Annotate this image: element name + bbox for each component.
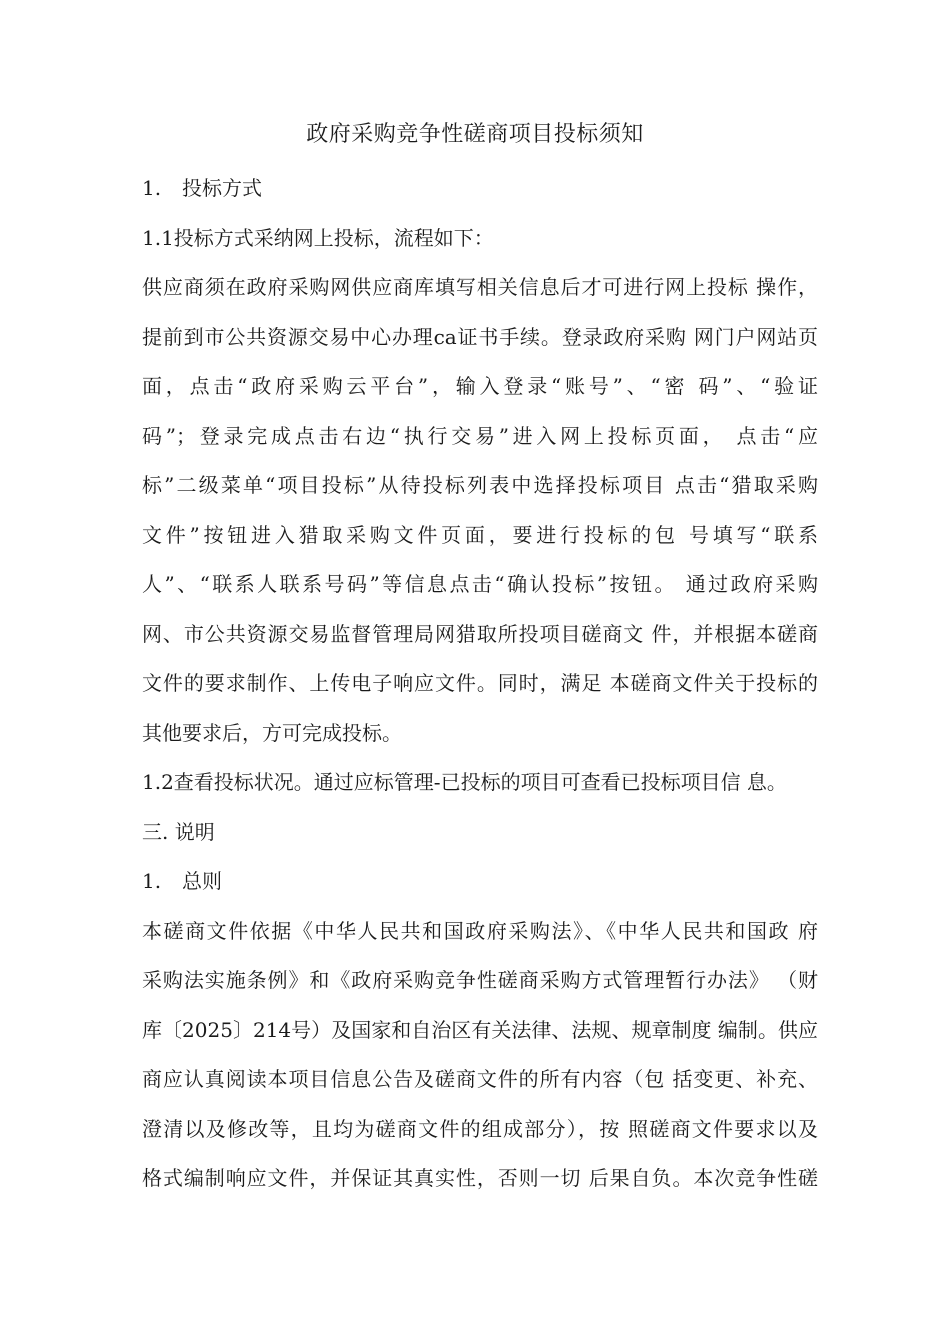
heading-general-rules (142, 857, 818, 907)
paragraph-line: 库〔2025〕214号）及国家和自治区有关法律、法规、规章制度 编制。供应 (142, 1017, 818, 1042)
paragraph-line-last: 其他要求后，方可完成投标。 (142, 720, 402, 745)
paragraph-line: 采购法实施条例》和《政府采购竞争性磋商采购方式管理暂行办法》 （财 (142, 968, 818, 992)
heading-number: 1. (142, 176, 162, 200)
document-title: 政府采购竞争性磋商项目投标须知 (306, 122, 644, 147)
paragraph-1-2: 1.2查看投标状况。通过应标管理-已投标的项目可查看已投标项目信 息。 (142, 770, 787, 794)
heading-text: 总则 (182, 869, 222, 893)
paragraph-line: 本磋商文件依据《中华人民共和国政府采购法》、《中华人民共和国政 府 (142, 918, 818, 943)
paragraph-line: 码”；登录完成点击右边“执行交易”进入网上投标页面， 点击“应 (142, 423, 818, 448)
heading-text: 投标方式 (182, 176, 262, 200)
paragraph-line: 提前到市公共资源交易中心办理ca证书手续。登录政府采购 网门户网站页 (142, 324, 818, 349)
heading-number: 1. (142, 869, 162, 893)
paragraph-line: 网、市公共资源交易监督管理局网猎取所投项目磋商文 件，并根据本磋商 (142, 621, 818, 646)
paragraph-line: 人”、“联系人联系号码”等信息点击“确认投标”按钮。 通过政府采购 (142, 572, 818, 596)
paragraph-1-1: 1.1投标方式采纳网上投标，流程如下： (142, 225, 494, 250)
paragraph-line: 标”二级菜单“项目投标”从待投标列表中选择投标项目 点击“猎取采购 (142, 473, 818, 497)
section-3-heading: 三. 说明 (142, 819, 215, 844)
paragraph-line: 供应商须在政府采购网供应商库填写相关信息后才可进行网上投标 操作， (142, 275, 818, 299)
paragraph-line: 文件的要求制作、上传电子响应文件。同时，满足 本磋商文件关于投标的 (142, 671, 818, 695)
paragraph-line: 澄清以及修改等，且均为磋商文件的组成部分），按 照磋商文件要求以及 (142, 1116, 818, 1141)
paragraph-line: 面，点击“政府采购云平台”，输入登录“账号”、“密 码”、“验证 (142, 374, 818, 398)
heading-bidding-method (142, 164, 818, 214)
paragraph-line: 文件”按钮进入猎取采购文件页面，要进行投标的包 号填写“联系 (142, 522, 818, 547)
document-body (142, 164, 818, 1204)
paragraph-line: 格式编制响应文件，并保证其真实性，否则一切 后果自负。本次竞争性磋 (142, 1166, 818, 1190)
paragraph-line: 商应认真阅读本项目信息公告及磋商文件的所有内容（包 括变更、补充、 (142, 1067, 818, 1091)
